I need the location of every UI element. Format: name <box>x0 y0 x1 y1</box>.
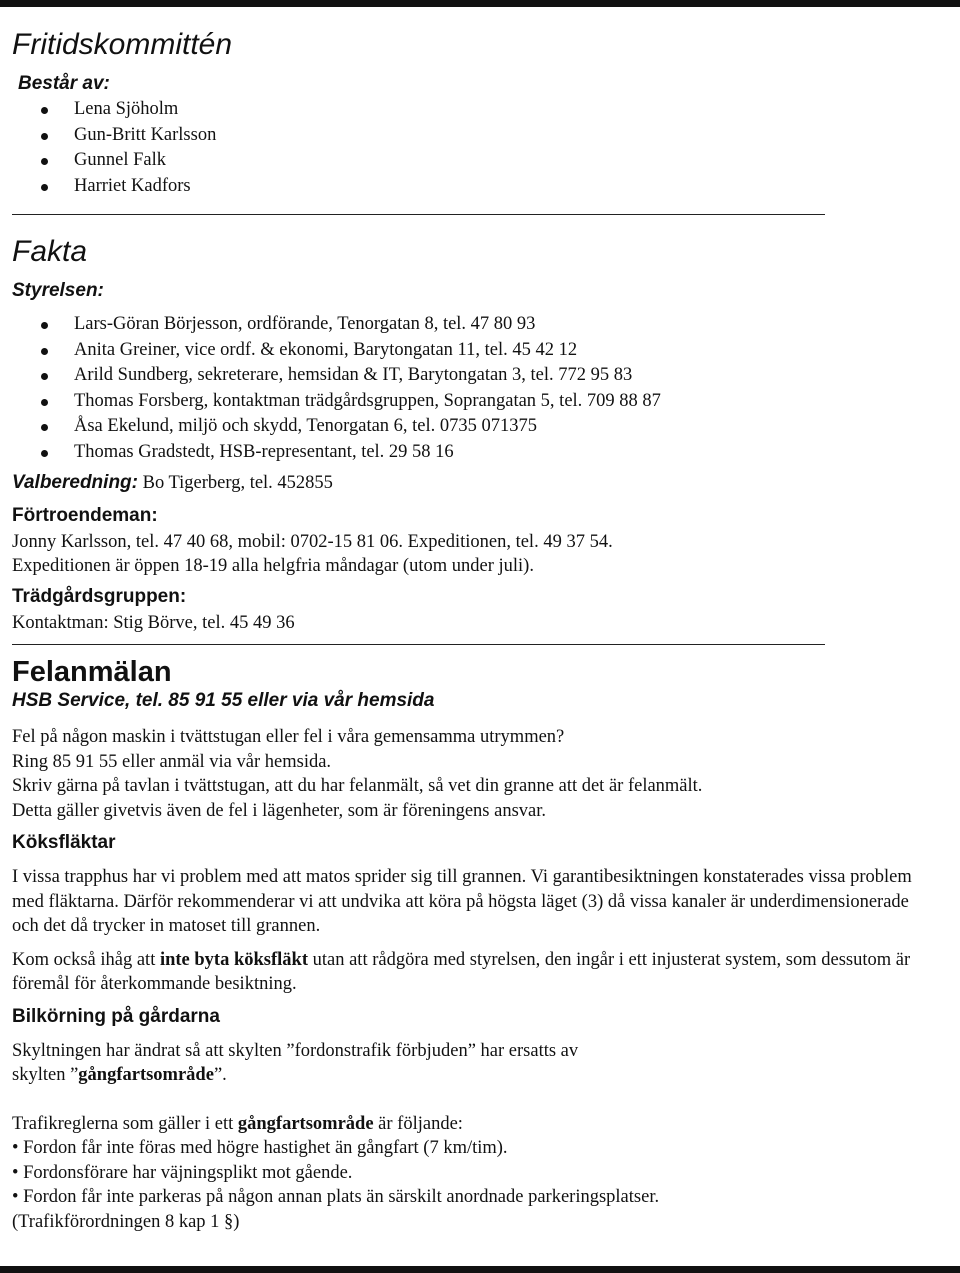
list-item: Harriet Kadfors <box>74 174 942 200</box>
fortroendeman-line-1: Jonny Karlsson, tel. 47 40 68, mobil: 0702-15 81 06. Expeditionen, tel. 49 37 54. <box>12 531 613 552</box>
list-item: Thomas Gradstedt, HSB-representant, tel. 29 58 16 <box>74 440 942 466</box>
fortroendeman-heading: Förtroendeman: <box>12 504 158 526</box>
text-run: skylten ” <box>12 1065 79 1085</box>
emphasis-text: gångfartsområde <box>78 1065 214 1085</box>
koksflaktar-paragraph-2 <box>12 948 927 997</box>
list-item: Lena Sjöholm <box>74 97 942 123</box>
text-run: Kom också ihåg att <box>12 949 160 970</box>
felanmalan-text <box>12 725 942 823</box>
text-run: är följande: <box>373 1113 463 1134</box>
felanmalan-line: Skriv gärna på tavlan i tvättstugan, att du har felanmält, så vet din granne att det är felanmält. <box>12 776 703 796</box>
traffic-rule: • Fordon får inte parkeras på någon annan plats än särskilt anordnade parkeringsplatser. <box>12 1187 660 1207</box>
text-run: Trafikreglerna som gäller i ett <box>12 1113 238 1134</box>
bilkorning-line-2 <box>12 1063 942 1088</box>
divider <box>12 644 825 645</box>
felanmalan-line: Detta gäller givetvis även de fel i lägenheter, som är föreningens ansvar. <box>12 800 547 821</box>
list-item: Thomas Forsberg, kontaktman trädgårdsgruppen, Soprangatan 5, tel. 709 88 87 <box>74 389 942 415</box>
bilkorning-heading: Bilkörning på gårdarna <box>12 1005 220 1027</box>
newsletter-page <box>12 28 942 1234</box>
bilkorning-line-1: Skyltningen har ändrat så att skylten ”fordonstrafik förbjuden” har ersatts av <box>12 1040 579 1061</box>
valberedning-label: Valberedning: <box>12 472 138 493</box>
law-reference: (Trafikförordningen 8 kap 1 §) <box>12 1211 240 1232</box>
bottom-border <box>0 1266 960 1273</box>
list-item: Gunnel Falk <box>74 148 942 174</box>
list-item: Gun-Britt Karlsson <box>74 123 942 149</box>
fakta-title: Fakta <box>12 235 88 268</box>
felanmalan-subtitle: HSB Service, tel. 85 91 55 eller via vår hemsida <box>12 690 435 711</box>
koksflaktar-heading: Köksfläktar <box>12 832 116 853</box>
emphasis-text: gångfartsområde <box>237 1113 374 1134</box>
fritid-subtitle: Består av: <box>18 73 110 94</box>
list-item: Anita Greiner, vice ordf. & ekonomi, Barytongatan 11, tel. 45 42 12 <box>74 338 942 364</box>
text-run: utan att rådgöra med styrelsen, den ingår i ett injusterat system, som dessutom är föremål för återkommande besiktning. <box>12 949 911 994</box>
traffic-rule: • Fordon får inte föras med högre hastighet än gångfart (7 km/tim). <box>12 1138 508 1158</box>
tradgard-text: Kontaktman: Stig Börve, tel. 45 49 36 <box>12 612 295 633</box>
valberedning-text: Bo Tigerberg, tel. 452855 <box>137 473 333 493</box>
top-border <box>0 0 960 7</box>
rules-intro <box>12 1112 942 1137</box>
text-run: ”. <box>213 1065 227 1085</box>
styrelsen-list <box>12 312 942 465</box>
felanmalan-line: Fel på någon maskin i tvättstugan eller fel i våra gemensamma utrymmen? <box>12 727 565 747</box>
tradgard-heading: Trädgårdsgruppen: <box>12 585 187 607</box>
felanmalan-line: Ring 85 91 55 eller anmäl via vår hemsida. <box>12 751 332 772</box>
felanmalan-title: Felanmälan <box>12 656 172 688</box>
traffic-rule: • Fordonsförare har väjningsplikt mot gående. <box>12 1162 353 1183</box>
emphasis-text: inte byta köksfläkt <box>159 949 308 970</box>
fritid-title: Fritidskommittén <box>12 28 233 61</box>
list-item: Åsa Ekelund, miljö och skydd, Tenorgatan 6, tel. 0735 071375 <box>74 414 942 440</box>
valberedning-line <box>12 471 942 496</box>
divider <box>12 214 825 215</box>
fortroendeman-line-2: Expeditionen är öppen 18-19 alla helgfria måndagar (utom under juli). <box>12 556 534 576</box>
koksflaktar-paragraph-1: I vissa trapphus har vi problem med att matos sprider sig till grannen. Vi garantibesiktningen konstaterades vissa problem med fläktarna. Därför rekommenderar vi att undvika att köra på högsta läget (3) då vissa kanaler är underdimensionerade och det då trycker in matoset till grannen. <box>12 867 912 936</box>
list-item: Arild Sundberg, sekreterare, hemsidan & IT, Barytongatan 3, tel. 772 95 83 <box>74 363 942 389</box>
fritid-member-list <box>12 97 942 199</box>
list-item: Lars-Göran Börjesson, ordförande, Tenorgatan 8, tel. 47 80 93 <box>74 312 942 338</box>
styrelsen-heading: Styrelsen: <box>12 280 104 301</box>
